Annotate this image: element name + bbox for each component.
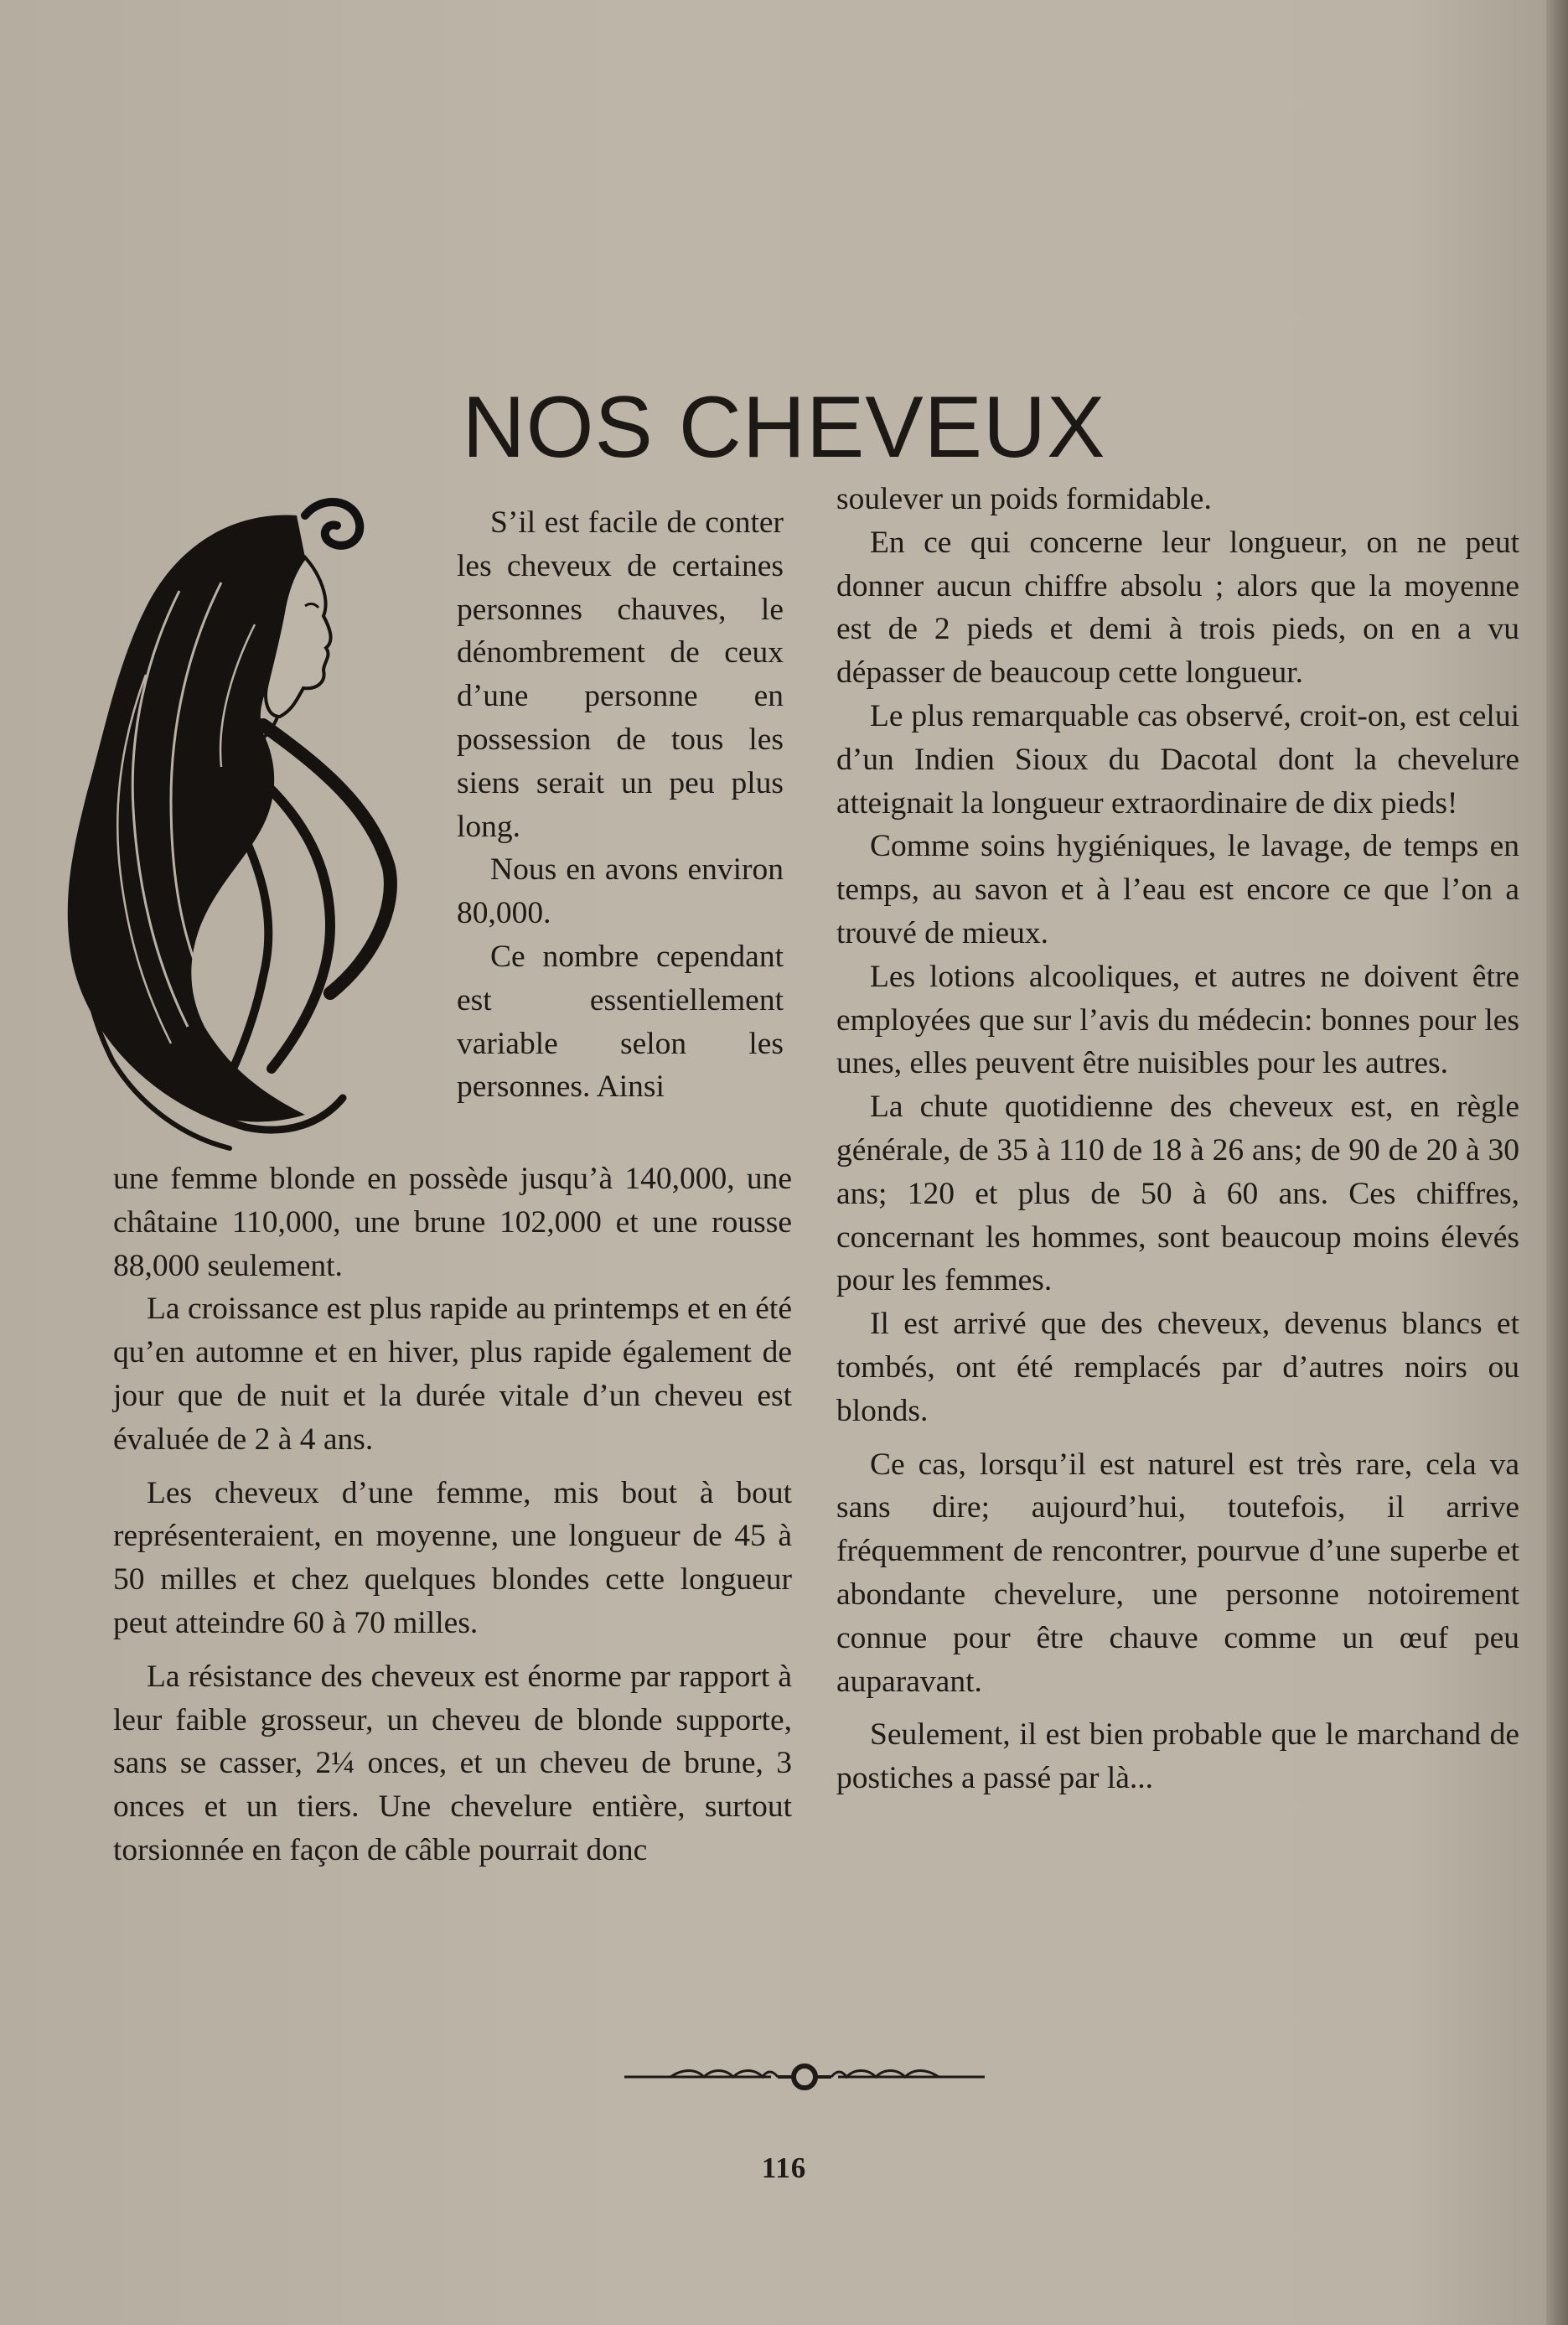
decorative-divider-icon (620, 2052, 989, 2102)
right-column-text (836, 478, 1519, 1800)
paragraph: La résistance des cheveux est énorme par rapport à leur faible grosseur, un cheveu de blonde supporte, sans se casser, 2¼ onces, et un cheveu de brune, 3 onces et un tiers. Une chevelure entière, surtout torsionnée en façon de câble pourrait donc (113, 1659, 792, 1867)
paragraph: Le plus remarquable cas observé, croit-on, est celui d’un Indien Sioux du Dacotal dont la chevelure atteignait la longueur extraordinaire de dix pieds! (836, 698, 1519, 821)
article-title: NOS CHEVEUX (462, 378, 1106, 476)
page-edge (1546, 0, 1568, 2325)
paragraph: Seulement, il est bien probable que le marchand de postiches a passé par là... (836, 1717, 1519, 1796)
paragraph: En ce qui concerne leur longueur, on ne peut donner aucun chiffre absolu ; alors que la moyenne est de 2 pieds et demi à trois pieds, on en a vu dépasser de beaucoup cette longueur. (836, 525, 1519, 691)
paragraph: Ce nombre cependant est essentiellement variable selon les personnes. Ainsi (457, 939, 784, 1105)
paragraph: Il est arrivé que des cheveux, devenus blancs et tombés, ont été remplacés par d’autres noirs ou blonds. (836, 1307, 1519, 1428)
paragraph: une femme blonde en possède jusqu’à 140,000, une châtaine 110,000, une brune 102,000 et une rousse 88,000 seulement. (113, 1162, 792, 1283)
paragraph: Les lotions alcooliques, et autres ne doivent être employées que sur l’avis du médecin: bonnes pour les unes, elles peuvent être nuisibles pour les autres. (836, 959, 1519, 1081)
woman-long-hair-silhouette-icon (54, 490, 456, 1161)
paragraph: La croissance est plus rapide au printemps et en été qu’en automne et en hiver, plus rapide également de jour que de nuit et la durée vitale d’un cheveu est évaluée de 2 à 4 ans. (113, 1292, 792, 1457)
paragraph: Les cheveux d’une femme, mis bout à bout représenteraient, en moyenne, une longueur de 45 à 50 milles et chez quelques blondes cette longueur peut atteindre 60 à 70 milles. (113, 1475, 792, 1640)
paragraph: Nous en avons environ 80,000. (457, 852, 784, 931)
left-column-wrapped-text (457, 501, 784, 1109)
paragraph: La chute quotidienne des cheveux est, en règle générale, de 35 à 110 de 18 à 26 ans; de 90 de 20 à 30 ans; 120 et plus de 50 à 60 ans. Ces chiffres, concernant les hommes, sont beaucoup moins élevés pour les femmes. (836, 1090, 1519, 1298)
paragraph: Ce cas, lorsqu’il est naturel est très rare, cela va sans dire; aujourd’hui, toutefois, il arrive fréquemment de rencontrer, pourvue d’une superbe et abondante chevelure, une personne notoirement connue pour être chauve comme un œuf peu auparavant. (836, 1447, 1519, 1699)
page-number: 116 (761, 2152, 807, 2184)
paragraph: S’il est facile de conter les cheveux de certaines personnes chauves, le dénombrement de ceux d’une personne en possession de tous les siens serait un peu plus long. (457, 505, 784, 844)
left-column-text (113, 1157, 792, 1872)
paragraph: soulever un poids formidable. (836, 482, 1212, 516)
paragraph: Comme soins hygiéniques, le lavage, de temps en temps, au savon et à l’eau est encore ce que l’on a trouvé de mieux. (836, 829, 1519, 950)
